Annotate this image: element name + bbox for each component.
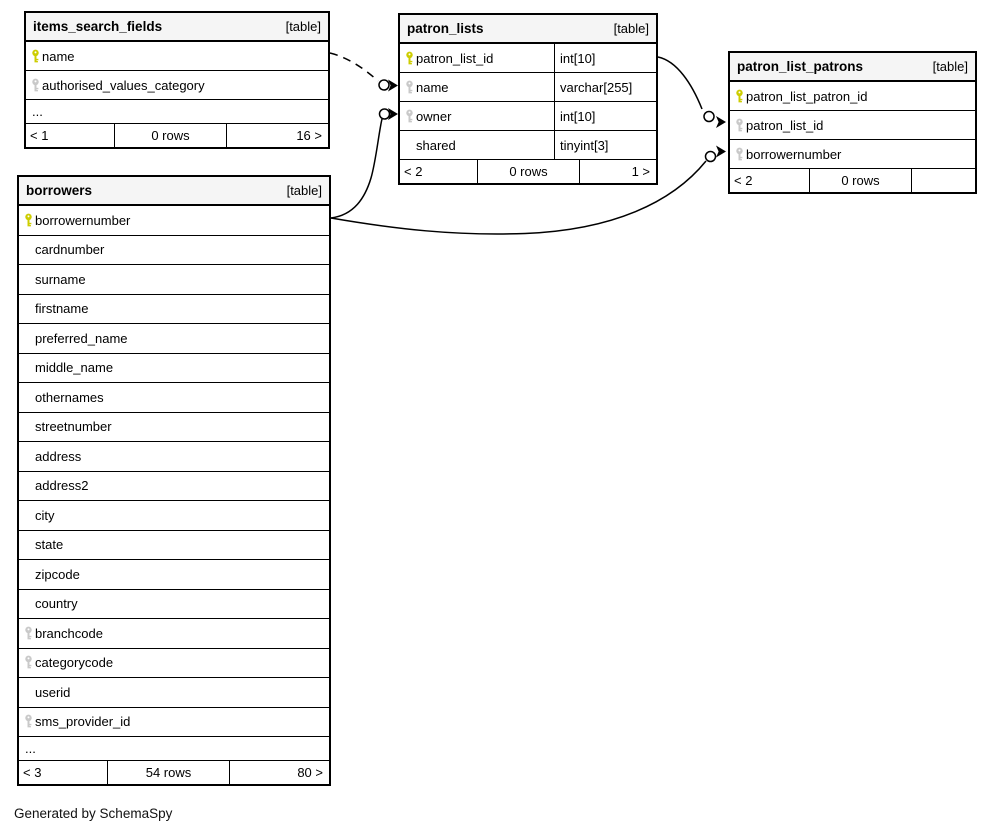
foreign-key-icon: [21, 626, 35, 641]
no-key-spacer: [21, 331, 35, 346]
arrowhead-icon: [388, 80, 398, 92]
column-name: name: [416, 79, 449, 95]
column-name: patron_list_id: [416, 50, 494, 66]
table-type-badge: [table]: [285, 19, 321, 34]
foreign-key-icon: [402, 80, 416, 95]
column-row: [19, 205, 329, 235]
table-title[interactable]: patron_lists: [407, 21, 484, 36]
column-row: [26, 70, 328, 99]
no-key-spacer: [21, 301, 35, 316]
cardinality-circle: [704, 112, 714, 122]
row-count: 54 rows: [108, 761, 230, 784]
column-row: [19, 707, 329, 737]
foreign-key-icon: [732, 118, 746, 133]
column-row: [730, 139, 975, 168]
column-type: int[10]: [560, 50, 596, 66]
column-row: [26, 41, 328, 70]
column-name: patron_list_patron_id: [746, 88, 868, 104]
related-out-count: [912, 169, 975, 192]
cardinality-circle: [706, 152, 716, 162]
column-row: [19, 618, 329, 648]
column-type: tinyint[3]: [560, 137, 609, 153]
relation-borrowers-to-patron-lists-owner: [331, 108, 398, 218]
column-row: [19, 323, 329, 353]
column-name: categorycode: [35, 655, 114, 671]
column-type: int[10]: [560, 108, 596, 124]
no-key-spacer: [21, 242, 35, 257]
column-row: [19, 559, 329, 589]
column-name: streetnumber: [35, 419, 112, 435]
table-header[interactable]: [400, 15, 656, 43]
table-node-borrowers: [17, 175, 331, 786]
primary-key-icon: [28, 49, 42, 64]
no-key-spacer: [21, 478, 35, 493]
cardinality-circle: [380, 109, 390, 119]
column-row: [19, 264, 329, 294]
row-count: 0 rows: [810, 169, 912, 192]
column-row: [19, 382, 329, 412]
column-row: [19, 648, 329, 678]
relation-patron-lists-to-patron-list-patrons: [658, 57, 726, 128]
table-footer: [19, 760, 329, 784]
column-type: varchar[255]: [560, 79, 633, 95]
more-columns-ellipsis: ...: [19, 736, 329, 760]
column-name: branchcode: [35, 625, 103, 641]
column-row: [19, 294, 329, 324]
table-node-patron-lists: [398, 13, 658, 185]
column-name: preferred_name: [35, 330, 128, 346]
related-out-count: 80 >: [297, 765, 323, 780]
arrowhead-icon: [716, 146, 726, 158]
foreign-key-icon: [21, 655, 35, 670]
no-key-spacer: [21, 390, 35, 405]
related-in-count: < 1: [26, 124, 115, 147]
table-title[interactable]: items_search_fields: [33, 19, 163, 34]
column-row: [19, 235, 329, 265]
column-row: [19, 530, 329, 560]
no-key-spacer: [21, 685, 35, 700]
column-name: address2: [35, 478, 89, 494]
column-row: [400, 72, 656, 101]
cardinality-circle: [379, 80, 389, 90]
column-row: [19, 353, 329, 383]
column-name: userid: [35, 684, 71, 700]
column-name: sms_provider_id: [35, 714, 131, 730]
table-header[interactable]: [730, 53, 975, 81]
column-name: country: [35, 596, 78, 612]
no-key-spacer: [21, 537, 35, 552]
table-footer: [26, 123, 328, 147]
column-name: borrowernumber: [35, 212, 131, 228]
foreign-key-icon: [21, 714, 35, 729]
column-row: [19, 677, 329, 707]
no-key-spacer: [21, 449, 35, 464]
column-row: [19, 471, 329, 501]
foreign-key-icon: [402, 109, 416, 124]
column-row: [19, 441, 329, 471]
primary-key-icon: [21, 213, 35, 228]
column-name: authorised_values_category: [42, 77, 205, 93]
table-type-badge: [table]: [932, 59, 968, 74]
related-in-count: < 2: [400, 160, 478, 183]
table-header[interactable]: [19, 177, 329, 205]
column-row: [730, 81, 975, 110]
column-row: [19, 589, 329, 619]
foreign-key-icon: [28, 78, 42, 93]
column-row: [730, 110, 975, 139]
table-footer: [400, 159, 656, 183]
schemaspy-credit: Generated by SchemaSpy: [14, 806, 173, 821]
column-name: middle_name: [35, 360, 114, 376]
column-name: patron_list_id: [746, 117, 824, 133]
column-name: othernames: [35, 389, 104, 405]
column-name: borrowernumber: [746, 146, 842, 162]
primary-key-icon: [732, 89, 746, 104]
column-row: [19, 500, 329, 530]
no-key-spacer: [21, 419, 35, 434]
no-key-spacer: [21, 567, 35, 582]
arrowhead-icon: [388, 108, 398, 120]
more-columns-ellipsis: ...: [26, 99, 328, 123]
foreign-key-icon: [732, 147, 746, 162]
related-in-count: < 3: [19, 761, 108, 784]
arrowhead-icon: [716, 116, 726, 128]
table-node-patron-list-patrons: [728, 51, 977, 194]
row-count: 0 rows: [478, 160, 580, 183]
column-name: city: [35, 507, 55, 523]
relation-items-search-fields-to-patron-lists: [330, 53, 398, 92]
column-row: [19, 412, 329, 442]
column-name: address: [35, 448, 82, 464]
no-key-spacer: [21, 272, 35, 287]
column-row: [400, 130, 656, 159]
related-out-count: 16 >: [296, 128, 322, 143]
column-name: zipcode: [35, 566, 80, 582]
primary-key-icon: [402, 51, 416, 66]
column-name: surname: [35, 271, 86, 287]
no-key-spacer: [402, 138, 416, 153]
column-name: owner: [416, 108, 452, 124]
related-in-count: < 2: [730, 169, 810, 192]
table-header[interactable]: [26, 13, 328, 41]
column-name: state: [35, 537, 64, 553]
column-name: name: [42, 48, 75, 64]
table-type-badge: [table]: [286, 183, 322, 198]
table-footer: [730, 168, 975, 192]
related-out-count: 1 >: [631, 164, 650, 179]
table-type-badge: [table]: [613, 21, 649, 36]
no-key-spacer: [21, 596, 35, 611]
column-name: firstname: [35, 301, 89, 317]
no-key-spacer: [21, 508, 35, 523]
column-row: [400, 101, 656, 130]
table-title[interactable]: borrowers: [26, 183, 93, 198]
table-node-items-search-fields: [24, 11, 330, 149]
column-name: shared: [416, 137, 456, 153]
no-key-spacer: [21, 360, 35, 375]
table-title[interactable]: patron_list_patrons: [737, 59, 864, 74]
column-row: [400, 43, 656, 72]
row-count: 0 rows: [115, 124, 227, 147]
column-name: cardnumber: [35, 242, 105, 258]
